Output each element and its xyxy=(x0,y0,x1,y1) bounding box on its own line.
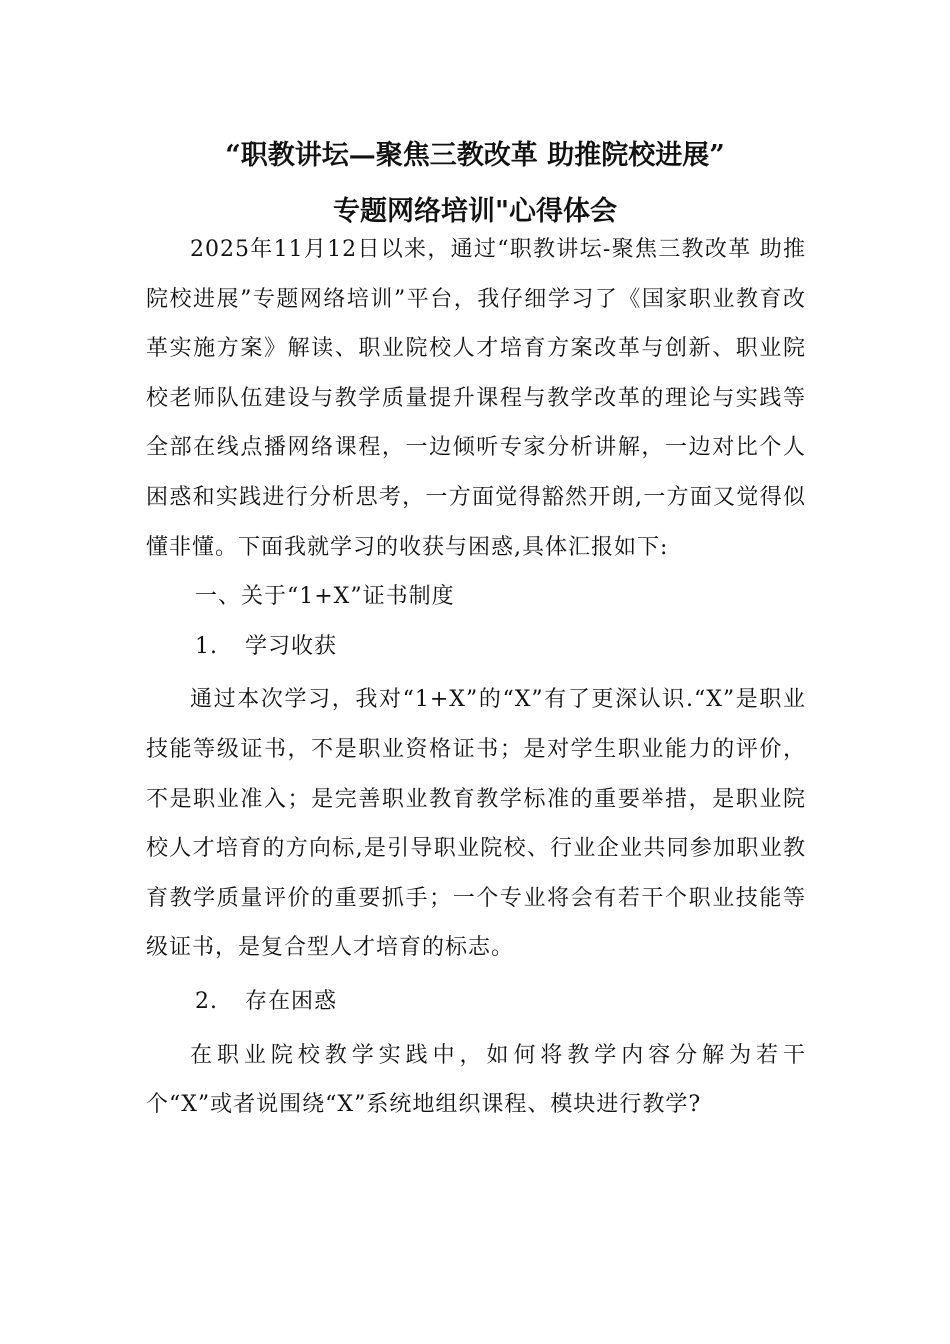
subheading-gains-label: 学习收获 xyxy=(245,633,338,659)
section-heading-1: 一、关于“1+X”证书制度 xyxy=(195,584,455,610)
subheading-confusion-label: 存在困惑 xyxy=(245,988,338,1014)
document-body xyxy=(146,225,806,1130)
confusion-paragraph: 在职业院校教学实践中，如何将教学内容分解为若干个“X”或者说围绕“X”系统地组织课程、模块进行教学? xyxy=(146,1042,806,1118)
title-line-1: “职教讲坛—聚焦三教改革 助推院校进展” xyxy=(225,140,725,171)
intro-paragraph: 2025年11月12日以来，通过“职教讲坛-聚焦三教改革 助推院校进展”专题网络培训”平台，我仔细学习了《国家职业教育改革实施方案》解读、职业院校人才培育方案改革与创新、职业院校老师队伍建设与教学质量提升课程与教学改革的理论与实践等全部在线点播网络课程，一边倾听专家分析讲解，一边对比个人困惑和实践进行分析思考，一方面觉得豁然开朗,一方面又觉得似懂非懂。下面我就学习的收获与困惑,具体汇报如下: xyxy=(146,237,806,560)
title-line-2: 专题网络培训"心得体会 xyxy=(332,196,618,227)
subheading-gains xyxy=(146,622,806,672)
gains-paragraph: 通过本次学习，我对“1+X”的“X”有了更深认识.“X”是职业技能等级证书，不是职业资格证书；是对学生职业能力的评价，不是职业准入；是完善职业教育教学标准的重要举措，是职业院校人才培育的方向标,是引导职业院校、行业企业共同参加职业教育教学质量评价的重要抓手；一个专业将会有若干个职业技能等级证书，是复合型人才培育的标志。 xyxy=(146,687,806,961)
subheading-gains-number: 1. xyxy=(195,633,218,659)
subheading-confusion-number: 2. xyxy=(195,988,218,1014)
document-title xyxy=(120,128,830,240)
subheading-confusion xyxy=(146,977,806,1027)
